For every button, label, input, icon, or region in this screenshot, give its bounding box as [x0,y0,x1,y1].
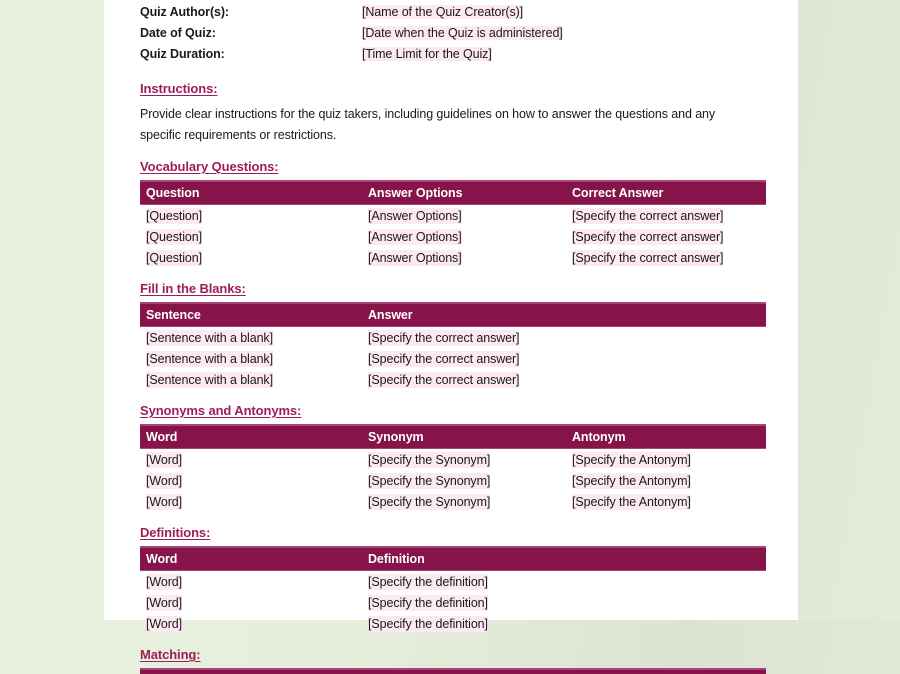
cell-text: [Word] [146,452,182,467]
quiz-author-placeholder: [Name of the Quiz Creator(s)] [362,4,524,19]
heading-instructions: Instructions: [140,81,218,96]
table-row [140,449,766,471]
quiz-author-value[interactable] [362,5,523,19]
cell-word[interactable] [140,470,362,491]
cell-text: [Specify the Antonym] [572,473,691,488]
meta-row-quiz-duration [140,43,766,64]
column-header-synonym: Synonym [362,425,566,449]
table-synonyms-and-antonyms [140,424,766,512]
instructions-body: Provide clear instructions for the quiz takers, including guidelines on how to answer the questions and any specific requirements or restrictions. [140,107,716,142]
table-fill-in-the-blanks [140,302,766,390]
cell-correct-answer[interactable] [566,205,766,227]
column-header-correct-answer: Correct Answer [566,181,766,205]
cell-text: [Word] [146,494,182,509]
table-row [140,470,766,491]
quiz-duration-placeholder: [Time Limit for the Quiz] [362,46,492,61]
cell-text: [Word] [146,616,182,631]
column-header-word: Word [140,547,362,571]
column-header-definition: Definition [362,547,766,571]
table-header-row [140,547,766,571]
table-header-row [140,425,766,449]
cell-definition[interactable] [362,592,766,613]
heading-vocabulary-questions: Vocabulary Questions: [140,159,279,174]
date-of-quiz-value[interactable] [362,26,563,40]
cell-answer-options[interactable] [362,205,566,227]
table-header-row [140,181,766,205]
cell-text: [Answer Options] [368,208,462,223]
cell-text: [Word] [146,595,182,610]
cell-text: [Specify the definition] [368,595,488,610]
cell-answer[interactable] [362,348,766,369]
table-row [140,491,766,512]
quiz-duration-value[interactable] [362,47,492,61]
cell-antonym[interactable] [566,449,766,471]
cell-definition[interactable] [362,571,766,593]
cell-sentence[interactable] [140,348,362,369]
cell-word[interactable] [140,491,362,512]
column-header-answer: Answer [362,303,766,327]
cell-text: [Question] [146,229,202,244]
cell-question[interactable] [140,205,362,227]
cell-text: [Answer Options] [368,250,462,265]
cell-text: [Answer Options] [368,229,462,244]
table-row [140,592,766,613]
cell-correct-answer[interactable] [566,226,766,247]
page-content [140,0,766,674]
cell-text: [Question] [146,208,202,223]
heading-fill-in-the-blanks: Fill in the Blanks: [140,281,246,296]
cell-text: [Sentence with a blank] [146,330,273,345]
heading-matching: Matching: [140,647,201,662]
cell-text: [Word] [146,574,182,589]
column-header-word: Word [140,425,362,449]
quiz-author-label: Quiz Author(s): [140,4,229,19]
cell-sentence[interactable] [140,369,362,390]
column-header-question: Question [140,181,362,205]
table-row [140,571,766,593]
quiz-duration-label: Quiz Duration: [140,46,225,61]
cell-synonym[interactable] [362,449,566,471]
table-row [140,348,766,369]
table-row [140,369,766,390]
cell-text: [Specify the Synonym] [368,473,491,488]
cell-text: [Specify the correct answer] [368,372,520,387]
cell-text: [Specify the definition] [368,574,488,589]
cell-text: [Specify the correct answer] [368,330,520,345]
cell-antonym[interactable] [566,470,766,491]
cell-text: [Word] [146,473,182,488]
table-row [140,205,766,227]
table-header-row [140,303,766,327]
date-of-quiz-label: Date of Quiz: [140,25,216,40]
column-header-antonym: Antonym [566,425,766,449]
cell-word[interactable] [140,571,362,593]
table-row [140,327,766,349]
heading-definitions: Definitions: [140,525,211,540]
cell-correct-answer[interactable] [566,247,766,268]
cell-text: [Specify the Synonym] [368,452,491,467]
heading-synonyms-and-antonyms: Synonyms and Antonyms: [140,403,302,418]
cell-text: [Specify the correct answer] [368,351,520,366]
cell-word[interactable] [140,449,362,471]
column-header-sentence: Sentence [140,303,362,327]
cell-text: [Question] [146,250,202,265]
cell-text: [Sentence with a blank] [146,372,273,387]
meta-row-date-of-quiz [140,22,766,43]
cell-text: [Specify the Antonym] [572,452,691,467]
column-header-answer-options: Answer Options [362,181,566,205]
document-page [104,0,798,662]
table-matching [140,668,766,674]
date-of-quiz-placeholder: [Date when the Quiz is administered] [362,25,563,40]
cell-word[interactable] [140,592,362,613]
table-row [140,613,766,634]
table-definitions [140,546,766,634]
quiz-metadata-list [140,0,766,64]
cell-answer-options[interactable] [362,226,566,247]
cell-text: [Specify the Antonym] [572,494,691,509]
matching-table-header-bar [140,668,766,674]
cell-answer[interactable] [362,369,766,390]
cell-text: [Specify the correct answer] [572,250,724,265]
cell-text: [Specify the definition] [368,616,488,631]
cell-answer[interactable] [362,327,766,349]
cell-sentence[interactable] [140,327,362,349]
cell-definition[interactable] [362,613,766,634]
meta-row-quiz-author [140,1,766,22]
table-vocabulary-questions [140,180,766,268]
cell-synonym[interactable] [362,491,566,512]
cell-answer-options[interactable] [362,247,566,268]
cell-antonym[interactable] [566,491,766,512]
cell-text: [Specify the Synonym] [368,494,491,509]
cell-synonym[interactable] [362,470,566,491]
cell-text: [Sentence with a blank] [146,351,273,366]
cell-word[interactable] [140,613,362,634]
cell-question[interactable] [140,247,362,268]
cell-question[interactable] [140,226,362,247]
cell-text: [Specify the correct answer] [572,229,724,244]
cell-text: [Specify the correct answer] [572,208,724,223]
table-row [140,226,766,247]
table-row [140,247,766,268]
